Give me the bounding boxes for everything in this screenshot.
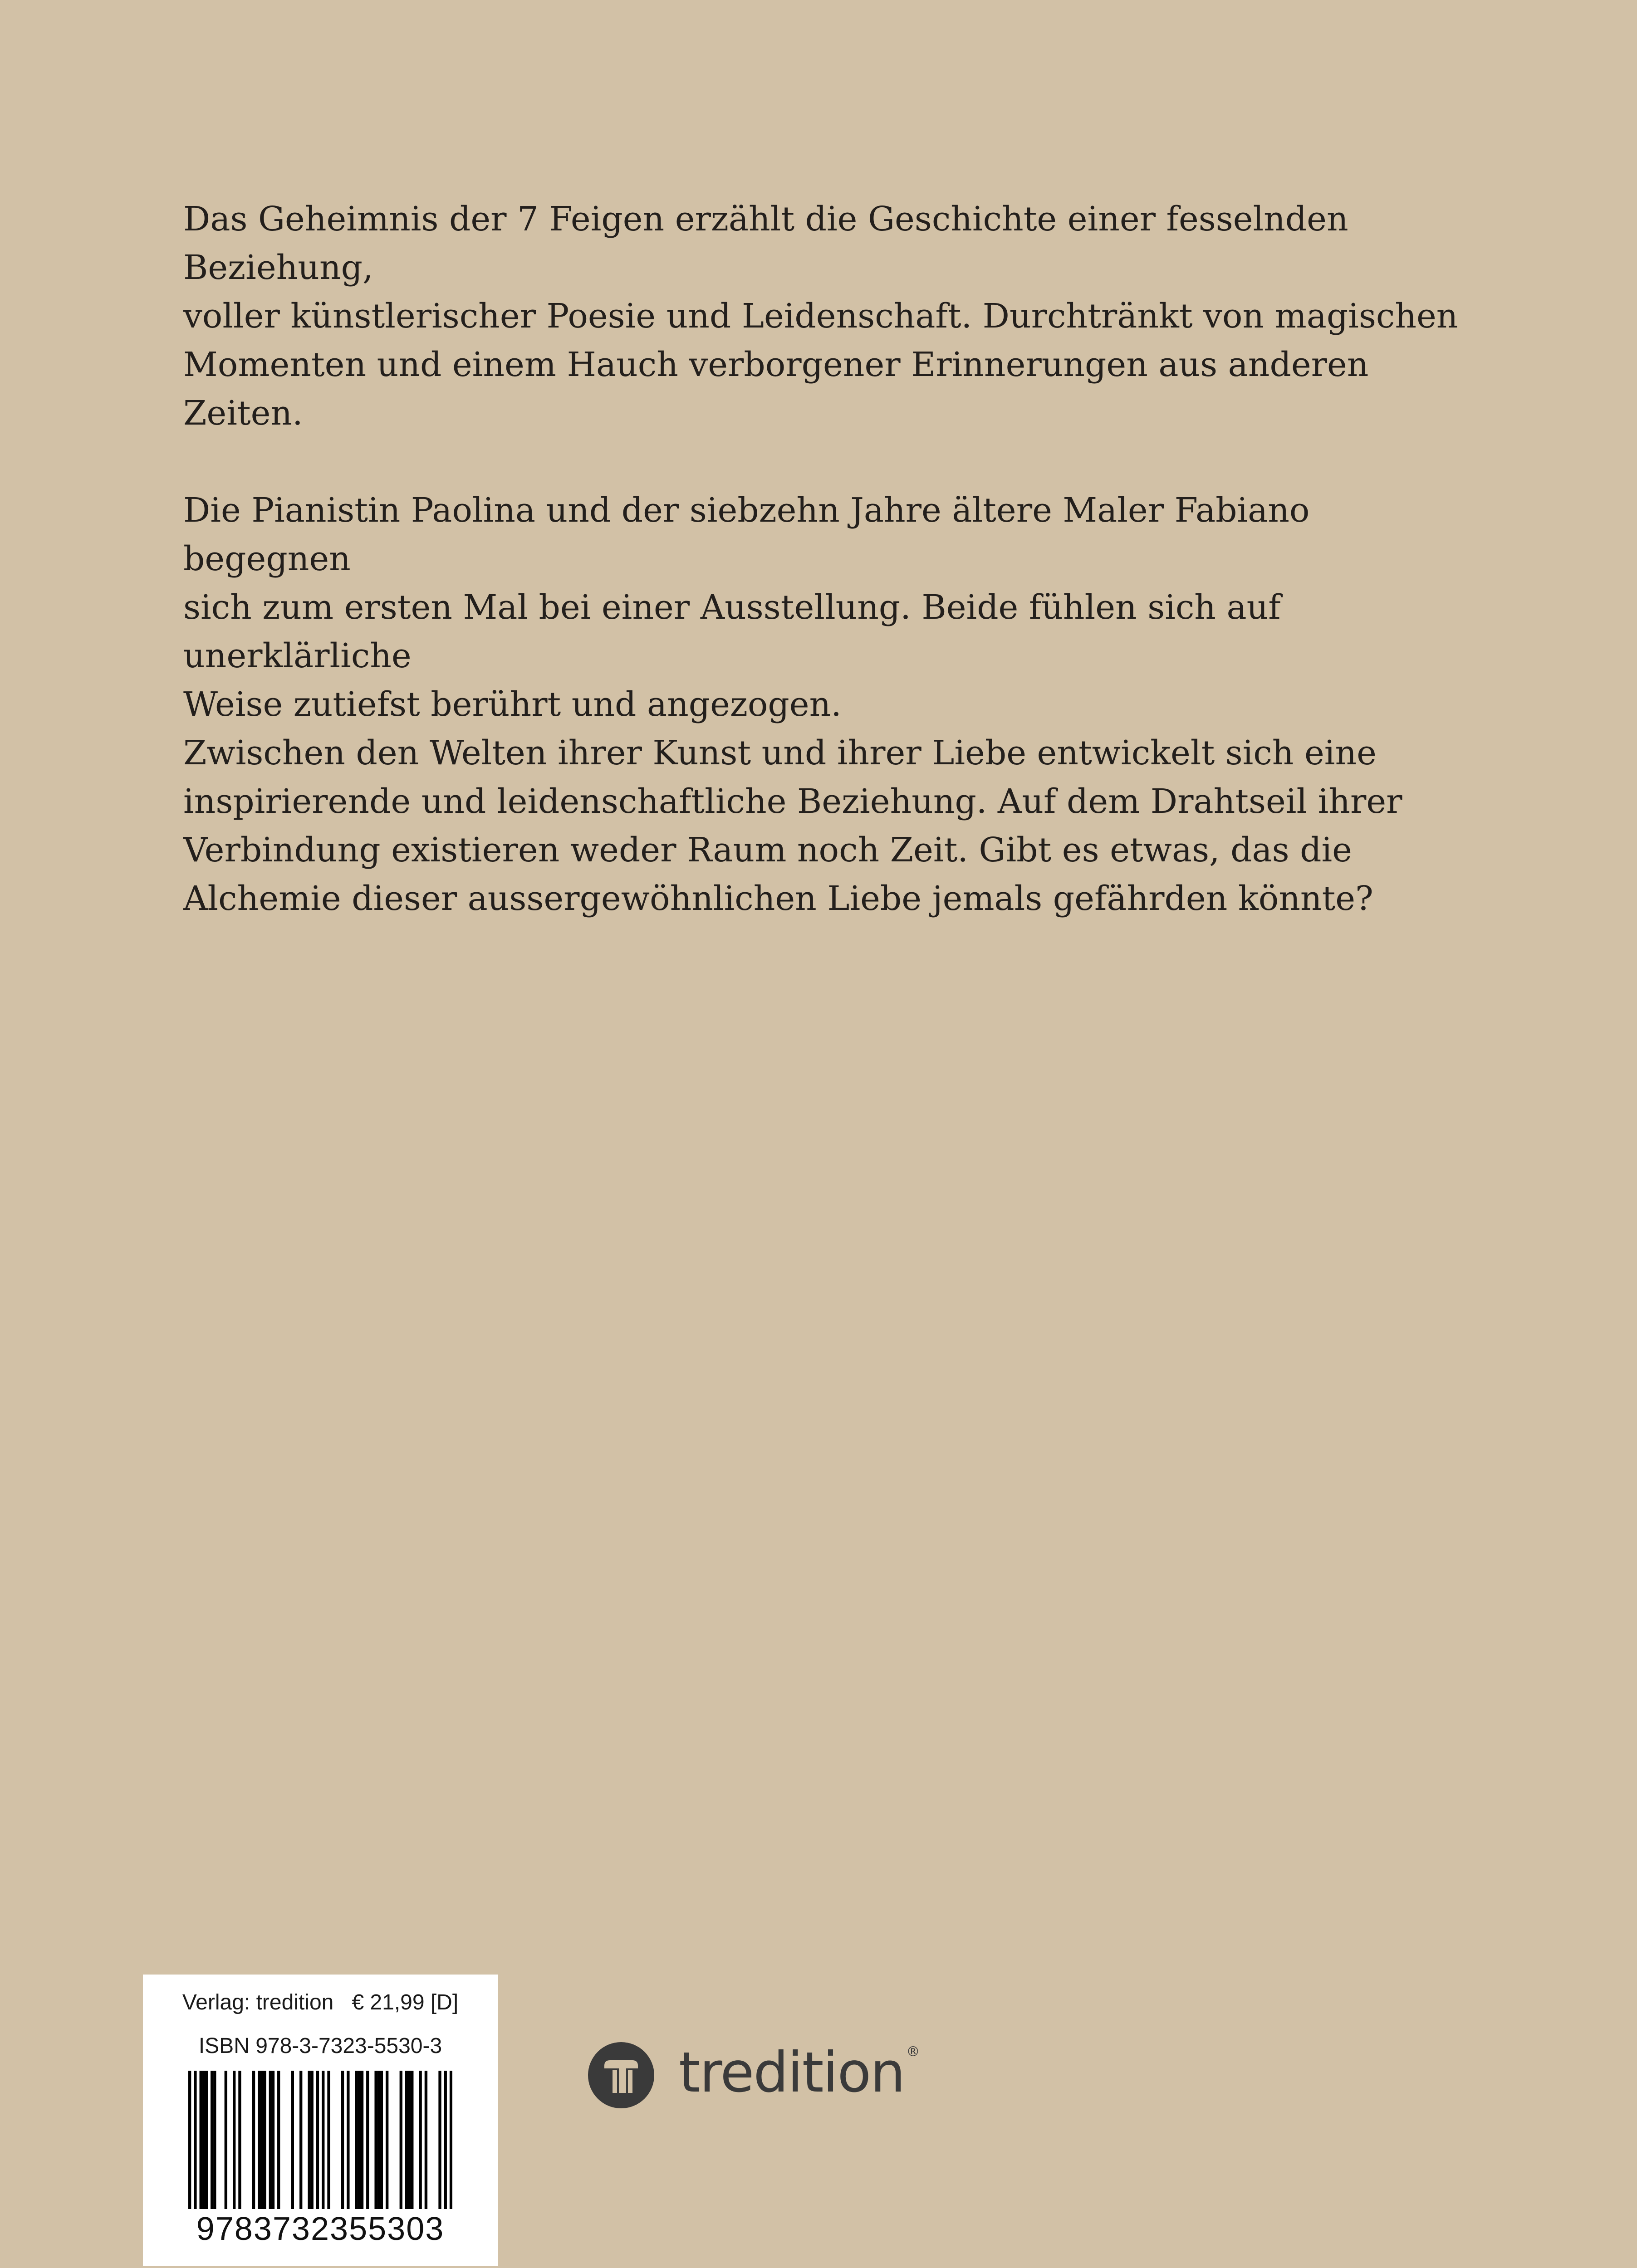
tredition-logo-icon [588,2042,654,2108]
barcode-bar [411,2071,413,2209]
barcode-bar [405,2071,408,2209]
barcode-bar [425,2071,427,2209]
barcode-bar [361,2071,363,2209]
barcode-bar [194,2071,196,2209]
barcode-bar [272,2071,274,2209]
barcode-bar [311,2071,314,2209]
barcode-bar [341,2071,344,2209]
barcode-bar [188,2071,191,2209]
barcode-bar [252,2071,255,2209]
barcode-bar [277,2071,280,2209]
barcode-bar [322,2071,324,2209]
publisher-logo [588,2041,920,2109]
barcode-bar [408,2071,411,2209]
barcode-bar [377,2071,380,2209]
barcode-bar [258,2071,260,2209]
tredition-wordmark: tredition [679,2040,905,2105]
barcode-bar [200,2071,202,2209]
barcode-bar [450,2071,452,2209]
barcode-bar [269,2071,272,2209]
blurb-paragraph-1: Das Geheimnis der 7 Feigen erzählt die Geschichte einer fesselnden Beziehung, voller künstlerischer Poesie und Leidenschaft. Durchtränkt von magischen Momenten und einem Hauch verborgener Erinnerungen aus anderen Zeiten. [183,200,1458,433]
barcode-bar [419,2071,422,2209]
isbn-label: ISBN 978-3-7323-5530-3 [198,2034,442,2058]
barcode-bar [358,2071,361,2209]
barcode-bar [213,2071,216,2209]
barcode-bar [202,2071,205,2209]
blurb-paragraph-3: Zwischen den Welten ihrer Kunst und ihrer Liebe entwickelt sich eine inspirierende und leidenschaftliche Beziehung. Auf dem Drahtseil ihrer Verbindung existieren weder Raum noch Zeit. Gibt es etwas, das die Alchemie dieser aussergewöhnlichen Liebe jemals gefährden könnte? [183,733,1402,918]
blurb-text [183,195,1463,923]
barcode-bar [400,2071,402,2209]
barcode-bar [299,2071,302,2209]
barcode-bar [211,2071,213,2209]
barcode-bar [225,2071,227,2209]
barcode-bars [188,2071,452,2209]
barcode-bar [374,2071,377,2209]
barcode-bar [316,2071,319,2209]
barcode-bar [366,2071,369,2209]
barcode-bar [438,2071,441,2209]
publisher-price-label: Verlag: tredition € 21,99 [D] [182,1990,459,2014]
barcode-bar [308,2071,310,2209]
barcode-bar [238,2071,241,2209]
barcode-bar [327,2071,330,2209]
barcode-bar [291,2071,294,2209]
barcode-bar [233,2071,235,2209]
barcode-bar [386,2071,388,2209]
barcode-box [143,1975,498,2266]
registered-mark: ® [906,2043,920,2060]
barcode-digits: 9783732355303 [196,2211,445,2247]
barcode-bar [380,2071,383,2209]
barcode-bar [355,2071,358,2209]
barcode-bar [263,2071,266,2209]
barcode-bar [205,2071,208,2209]
barcode-bar [260,2071,263,2209]
blurb-paragraph-2: Die Pianistin Paolina und der siebzehn Jahre ältere Maler Fabiano begegnen sich zum ersten Mal bei einer Ausstellung. Beide fühlen sich auf unerklärliche Weise zutiefst berührt und angezogen. [183,491,1310,724]
barcode-bar [444,2071,447,2209]
barcode-bar [347,2071,349,2209]
